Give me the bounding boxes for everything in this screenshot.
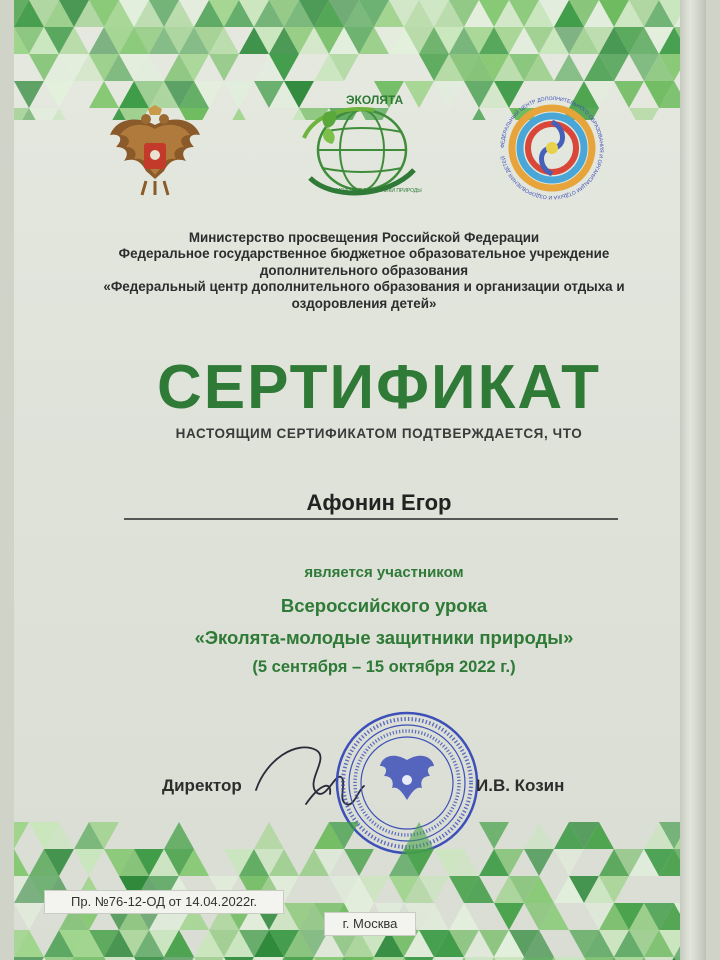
mosaic-triangle — [209, 54, 239, 81]
mosaic-triangle — [14, 903, 44, 930]
mosaic-triangle — [494, 903, 524, 930]
org-line: оздоровления детей» — [291, 295, 437, 311]
mosaic-triangle — [614, 81, 644, 108]
mosaic-triangle — [344, 849, 374, 876]
mosaic-triangle — [464, 108, 494, 120]
mosaic-triangle — [224, 81, 254, 108]
ministry-eagle-emblem — [106, 105, 204, 197]
federal-center-emblem — [496, 92, 608, 204]
mosaic-triangle — [479, 822, 509, 849]
participant-line: является участником — [304, 564, 464, 581]
signer-name: И.В. Козин — [476, 776, 565, 795]
org-line: «Федеральный центр дополнительного образования и организации отдыха и — [103, 279, 625, 295]
mosaic-triangle — [14, 849, 29, 876]
ecolyata-emblem — [296, 88, 428, 204]
org-line: Федеральное государственное бюджетное образовательное учреждение — [118, 246, 610, 262]
ecolyata-ring-text: МОЛОДЫЕ ЗАЩИТНИКИ ПРИРОДЫ — [336, 188, 422, 194]
certificate-title: СЕРТИФИКАТ — [157, 353, 601, 422]
mosaic-triangle — [554, 54, 584, 81]
mosaic-triangle — [89, 81, 119, 108]
order-reference: Пр. №76-12-ОД от 14.04.2022г. — [44, 890, 284, 914]
mosaic-triangle — [404, 822, 434, 849]
mosaic-triangle — [449, 903, 479, 930]
mosaic-triangle — [254, 822, 284, 849]
ecolyata-emblem-title: ЭКОЛЯТА — [346, 93, 404, 107]
mosaic-triangle — [44, 81, 74, 108]
mosaic-triangle — [524, 849, 554, 876]
paper-edge — [680, 0, 706, 960]
event-title-line: «Эколята-молодые защитники природы» — [194, 627, 574, 648]
org-line: дополнительного образования — [259, 262, 469, 278]
mosaic-triangle — [434, 81, 464, 108]
org-line: Министерство просвещения Российской Федерации — [188, 230, 540, 245]
mosaic-triangle — [74, 849, 104, 876]
recipient-underline — [124, 518, 618, 520]
certificate-subtitle: НАСТОЯЩИМ СЕРТИФИКАТОМ ПОДТВЕРЖДАЕТСЯ, ЧТО — [175, 426, 583, 441]
mosaic-triangle — [629, 108, 659, 120]
event-dates-line: (5 сентября – 15 октября 2022 г.) — [252, 658, 516, 676]
certificate-sheet — [14, 0, 706, 960]
director-label: Директор — [162, 776, 242, 795]
event-line: Всероссийского урока — [280, 595, 488, 616]
city-label: г. Москва — [324, 912, 416, 936]
federal-center-ring-text: ФЕДЕРАЛЬНЫЙ ЦЕНТР ДОПОЛНИТЕЛЬНОГО ОБРАЗОВАНИЯ И ОРГАНИЗАЦИИ ОТДЫХА И ОЗДОРОВЛЕНИЯ ДЕТЕЙ — [499, 95, 605, 201]
organization-header — [74, 230, 654, 312]
recipient-name: Афонин Егор — [306, 490, 452, 515]
mosaic-triangle — [14, 81, 44, 108]
mosaic-triangle — [554, 849, 584, 876]
mosaic-triangle — [164, 822, 194, 849]
mosaic-triangle — [14, 822, 29, 849]
mosaic-triangle — [224, 108, 254, 120]
mosaic-triangle — [524, 822, 554, 849]
